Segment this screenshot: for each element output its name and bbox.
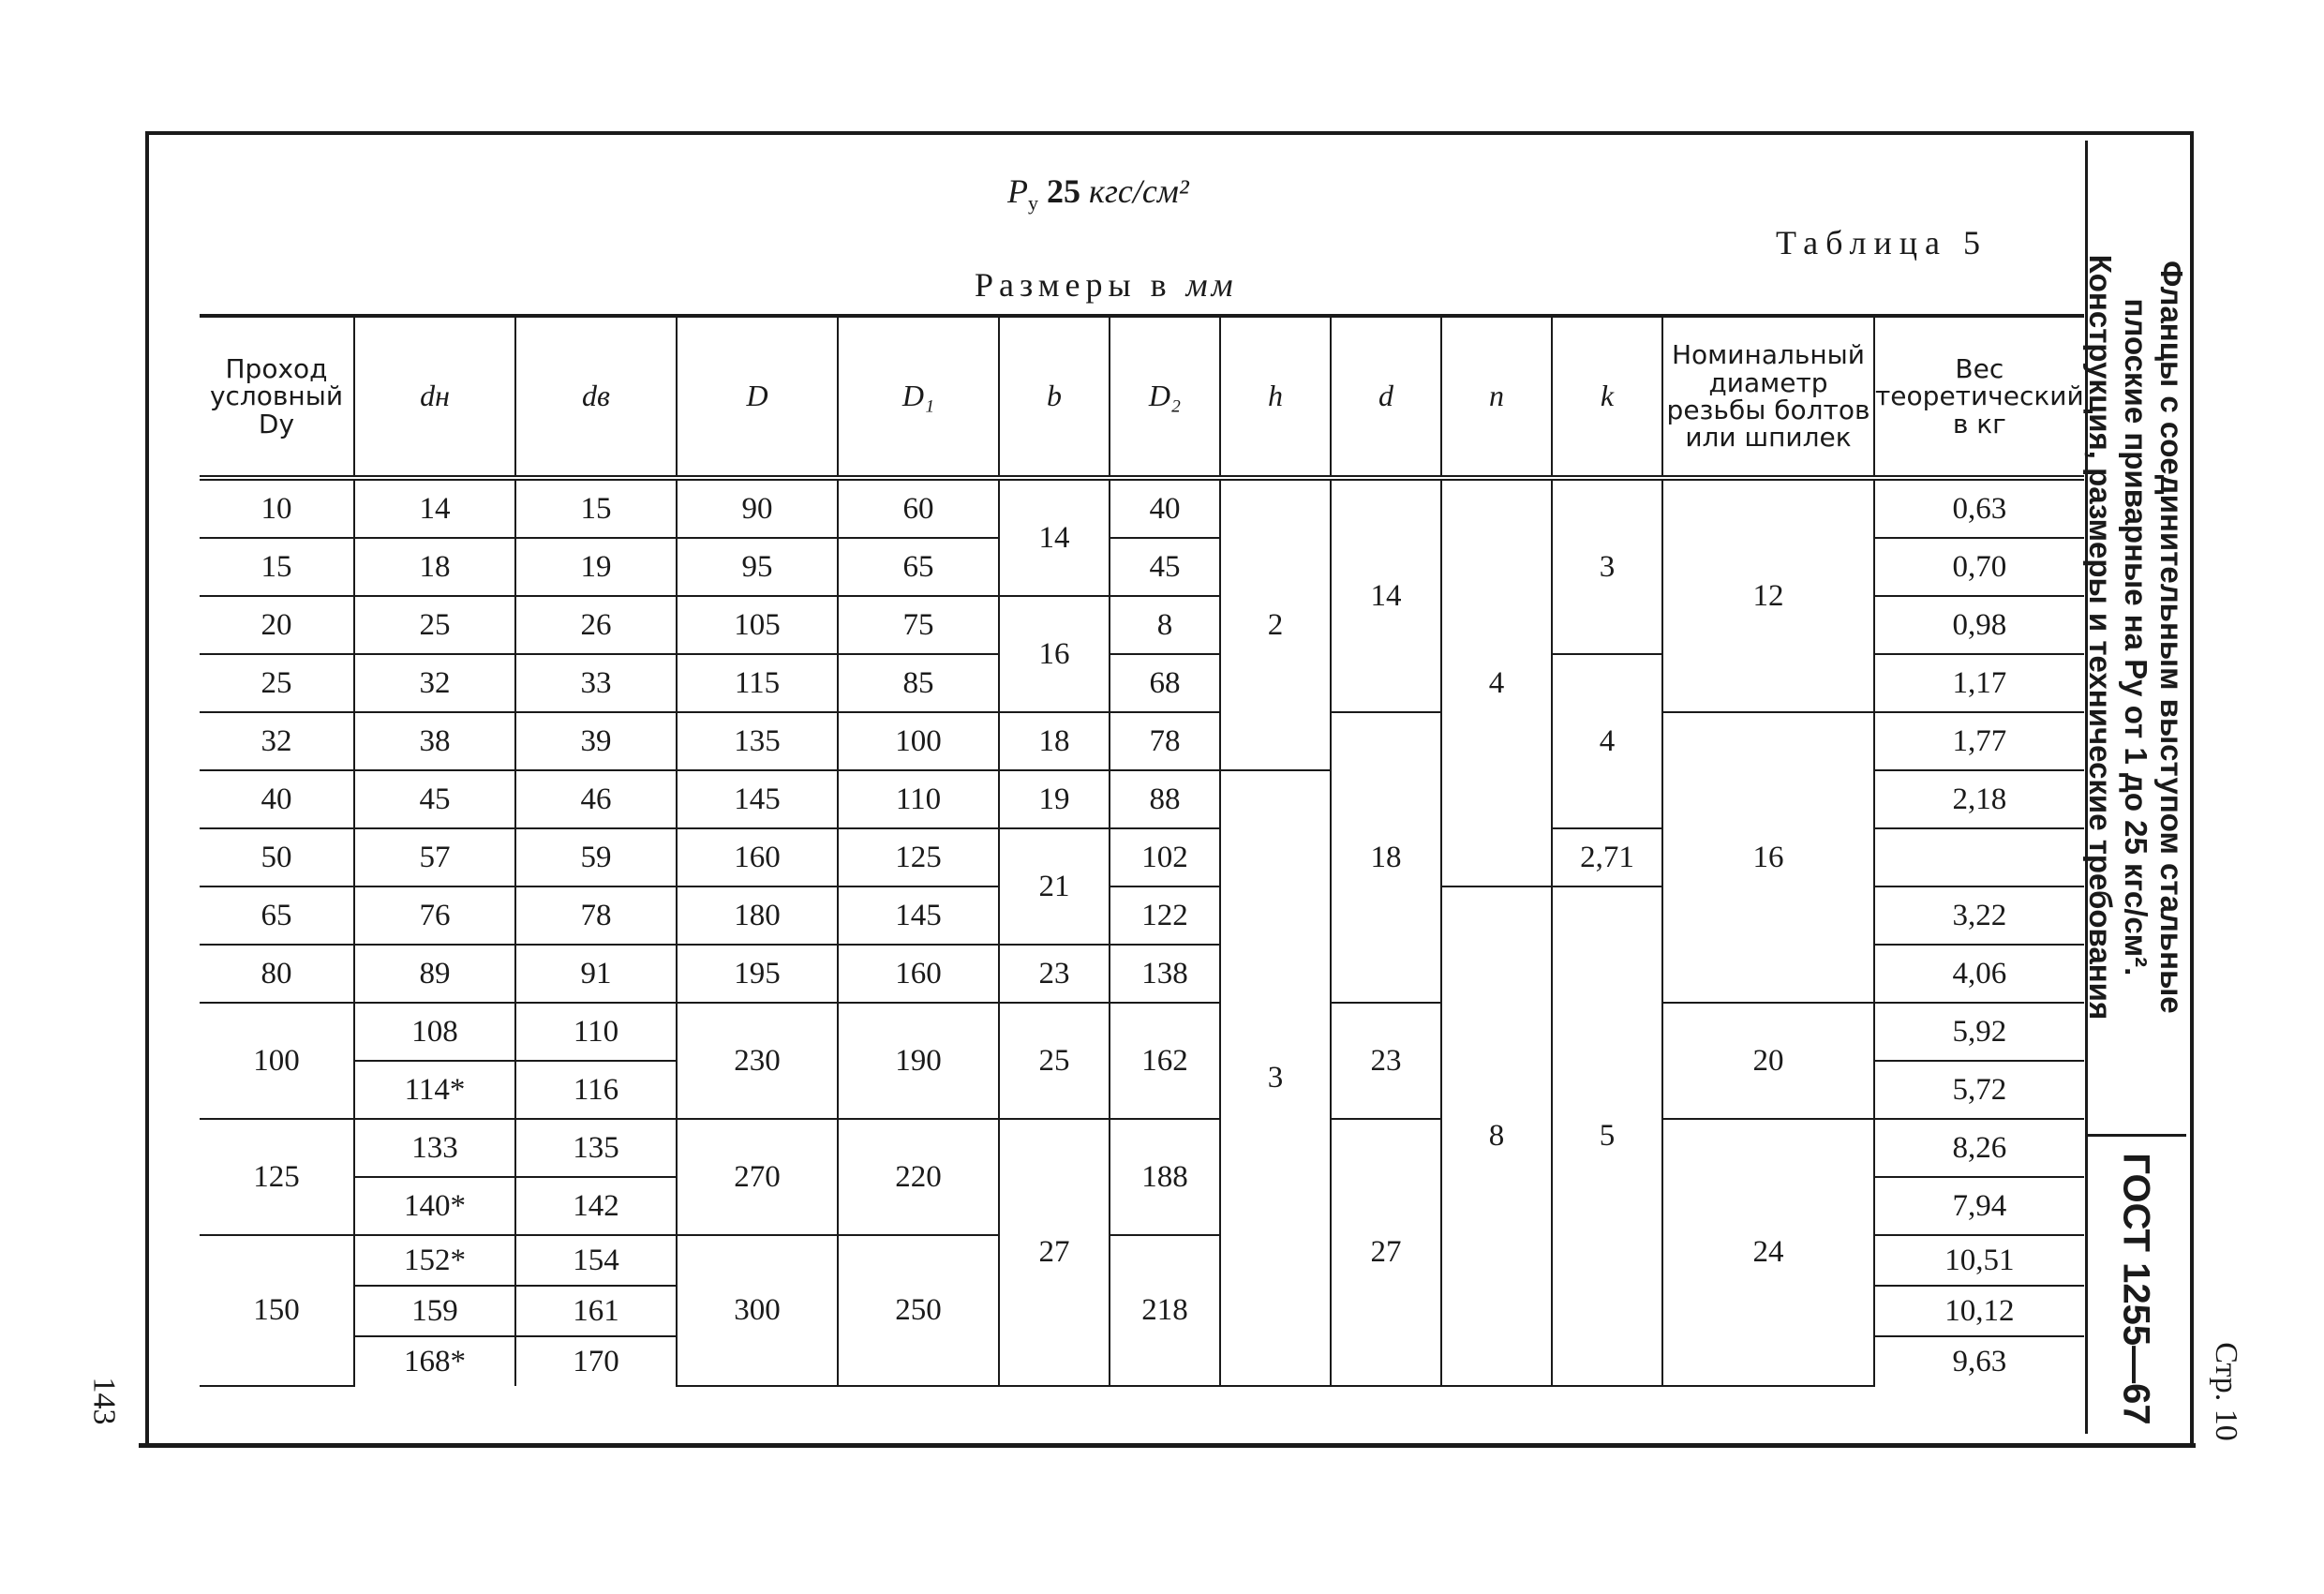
cell-D2: 88 (1110, 770, 1220, 828)
col-header-weight: Вес теоретический в кг (1874, 316, 2084, 478)
cell-D1: 85 (838, 654, 999, 712)
cell-dv: 91 (515, 945, 677, 1003)
cell-D2: 68 (1110, 654, 1220, 712)
cell-D: 195 (677, 945, 838, 1003)
cell-b: 18 (999, 712, 1110, 770)
frame-bottom-rule (139, 1443, 2196, 1448)
cell-b: 23 (999, 945, 1110, 1003)
cell-dn: 57 (354, 828, 515, 886)
cell-b: 14 (999, 478, 1110, 596)
gost-block (2085, 1137, 2186, 1441)
cell-dn: 152* (354, 1235, 515, 1286)
frame-top-rule (145, 131, 2193, 135)
cell-weight: 1,77 (1874, 712, 2084, 770)
cell-dy: 150 (200, 1235, 354, 1386)
cell-dn: 140* (354, 1177, 515, 1235)
cell-dv: 15 (515, 478, 677, 538)
cell-D2: 188 (1110, 1119, 1220, 1235)
cell-dn: 133 (354, 1119, 515, 1177)
cell-dn: 25 (354, 596, 515, 654)
side-title (2082, 255, 2189, 1020)
cell-D1: 250 (838, 1235, 999, 1386)
cell-b: 19 (999, 770, 1110, 828)
cell-D1: 145 (838, 886, 999, 945)
pressure-subscript: у (1028, 191, 1038, 216)
cell-D: 135 (677, 712, 838, 770)
col-header-dv: dв (515, 316, 677, 478)
pressure-symbol: P (1007, 172, 1028, 210)
cell-n: 4 (1441, 478, 1552, 886)
cell-dy: 15 (200, 538, 354, 596)
cell-weight: 7,94 (1874, 1177, 2084, 1235)
cell-weight: 0,63 (1874, 478, 2084, 538)
cell-D: 90 (677, 478, 838, 538)
page-label-block (2197, 1321, 2254, 1462)
cell-dy: 32 (200, 712, 354, 770)
flange-dimensions-table (200, 314, 2084, 1387)
col-header-thread: Номинальный диаметр резьбы болтов или шпилек (1662, 316, 1874, 478)
cell-weight: 3,22 (1874, 886, 2084, 945)
side-title-block (2083, 141, 2189, 1134)
col-header-dn: dн (354, 316, 515, 478)
cell-b: 25 (999, 1003, 1110, 1119)
cell-dv: 142 (515, 1177, 677, 1235)
cell-D: 95 (677, 538, 838, 596)
cell-k: 5 (1552, 886, 1662, 1386)
cell-weight: 2,18 (1874, 770, 2084, 828)
cell-D: 115 (677, 654, 838, 712)
cell-D1: 190 (838, 1003, 999, 1119)
cell-dv: 170 (515, 1336, 677, 1386)
cell-dv: 135 (515, 1119, 677, 1177)
cell-h: 3 (1220, 770, 1331, 1386)
page-label: Стр. 10 (2209, 1342, 2244, 1441)
cell-d: 23 (1331, 1003, 1441, 1119)
cell-weight: 0,70 (1874, 538, 2084, 596)
cell-D: 300 (677, 1235, 838, 1386)
table-row (200, 1119, 2084, 1177)
cell-dy: 40 (200, 770, 354, 828)
cell-weight: 0,98 (1874, 596, 2084, 654)
side-title-line-1: Фланцы с соединительным выступом стальные (2153, 261, 2189, 1014)
cell-b: 27 (999, 1119, 1110, 1386)
cell-k: 3 (1552, 478, 1662, 654)
cell-D: 230 (677, 1003, 838, 1119)
cell-weight: 5,72 (1874, 1061, 2084, 1119)
frame-left-rule (145, 131, 149, 1448)
cell-D1: 160 (838, 945, 999, 1003)
col-header-b: b (999, 316, 1110, 478)
cell-D2: 218 (1110, 1235, 1220, 1386)
table-row (200, 712, 2084, 770)
cell-dv: 19 (515, 538, 677, 596)
cell-D1: 125 (838, 828, 999, 886)
cell-dn: 18 (354, 538, 515, 596)
cell-dv: 33 (515, 654, 677, 712)
cell-D2: 122 (1110, 886, 1220, 945)
cell-dy: 65 (200, 886, 354, 945)
cell-b: 16 (999, 596, 1110, 712)
cell-thread: 16 (1662, 712, 1874, 1003)
col-header-h: h (1220, 316, 1331, 478)
cell-D: 180 (677, 886, 838, 945)
col-header-D2: D₂ (1110, 316, 1220, 478)
cell-thread: 20 (1662, 1003, 1874, 1119)
cell-D1: 220 (838, 1119, 999, 1235)
cell-dv: 110 (515, 1003, 677, 1061)
cell-weight: 2,71 (1552, 828, 1662, 886)
col-header-k: k (1552, 316, 1662, 478)
cell-D1: 60 (838, 478, 999, 538)
table-row (200, 1003, 2084, 1061)
cell-dn: 14 (354, 478, 515, 538)
cell-weight: 10,51 (1874, 1235, 2084, 1286)
cell-dv: 154 (515, 1235, 677, 1286)
cell-dy: 20 (200, 596, 354, 654)
col-header-n: n (1441, 316, 1552, 478)
col-header-d: d (1331, 316, 1441, 478)
sizes-label: Размеры в (975, 266, 1172, 304)
cell-d: 18 (1331, 712, 1441, 1003)
pressure-heading (1007, 171, 1189, 216)
pressure-unit: кгс/см² (1089, 172, 1189, 210)
cell-weight: 1,17 (1874, 654, 2084, 712)
col-header-dy: Проход условный Dу (200, 316, 354, 478)
cell-D: 160 (677, 828, 838, 886)
cell-dv: 161 (515, 1286, 677, 1336)
cell-weight: 5,92 (1874, 1003, 2084, 1061)
cell-weight: 10,12 (1874, 1286, 2084, 1336)
cell-d: 14 (1331, 478, 1441, 712)
table-row (200, 478, 2084, 538)
cell-dn: 38 (354, 712, 515, 770)
cell-D2: 102 (1110, 828, 1220, 886)
cell-thread: 24 (1662, 1119, 1874, 1386)
cell-dn: 159 (354, 1286, 515, 1336)
cell-D2: 8 (1110, 596, 1220, 654)
cell-D1: 100 (838, 712, 999, 770)
cell-dy: 50 (200, 828, 354, 886)
cell-dn: 76 (354, 886, 515, 945)
sizes-caption (975, 265, 1237, 305)
cell-D: 145 (677, 770, 838, 828)
gost-number: ГОСТ 1255—67 (2115, 1153, 2157, 1425)
cell-d: 27 (1331, 1119, 1441, 1386)
cell-thread: 12 (1662, 478, 1874, 712)
pressure-value: 25 (1047, 172, 1080, 210)
frame-right-rule (2190, 131, 2194, 1448)
cell-dn: 32 (354, 654, 515, 712)
cell-D2: 78 (1110, 712, 1220, 770)
cell-D1: 65 (838, 538, 999, 596)
cell-D1: 110 (838, 770, 999, 828)
cell-weight: 8,26 (1874, 1119, 2084, 1177)
cell-weight: 4,06 (1874, 945, 2084, 1003)
cell-dy: 25 (200, 654, 354, 712)
cell-dn: 168* (354, 1336, 515, 1386)
cell-D: 270 (677, 1119, 838, 1235)
cell-dv: 78 (515, 886, 677, 945)
cell-dn: 89 (354, 945, 515, 1003)
cell-dv: 39 (515, 712, 677, 770)
cell-D1: 75 (838, 596, 999, 654)
side-title-line-2: плоские приварные на Pу от 1 до 25 кгс/см². (2118, 298, 2153, 976)
cell-dy: 100 (200, 1003, 354, 1119)
cell-D2: 40 (1110, 478, 1220, 538)
cell-dv: 46 (515, 770, 677, 828)
cell-dv: 26 (515, 596, 677, 654)
cell-D2: 138 (1110, 945, 1220, 1003)
cell-weight: 9,63 (1874, 1336, 2084, 1386)
cell-dv: 116 (515, 1061, 677, 1119)
side-title-line-3: Конструкция, размеры и технические требования (2083, 254, 2119, 1020)
cell-k: 4 (1552, 654, 1662, 828)
col-header-D: D (677, 316, 838, 478)
cell-D2: 45 (1110, 538, 1220, 596)
sizes-unit: мм (1185, 266, 1237, 304)
page-number-block (75, 1354, 131, 1448)
cell-dy: 10 (200, 478, 354, 538)
cell-h: 2 (1220, 478, 1331, 770)
header-row (200, 316, 2084, 478)
cell-dn: 108 (354, 1003, 515, 1061)
cell-D2: 162 (1110, 1003, 1220, 1119)
cell-n: 8 (1441, 886, 1552, 1386)
cell-dn: 45 (354, 770, 515, 828)
page-number: 143 (86, 1377, 121, 1425)
cell-dy: 125 (200, 1119, 354, 1235)
cell-b: 21 (999, 828, 1110, 945)
col-header-D1: D₁ (838, 316, 999, 478)
cell-dn: 114* (354, 1061, 515, 1119)
table-number: Таблица 5 (1776, 224, 1988, 261)
cell-dy: 80 (200, 945, 354, 1003)
cell-D: 105 (677, 596, 838, 654)
cell-dv: 59 (515, 828, 677, 886)
